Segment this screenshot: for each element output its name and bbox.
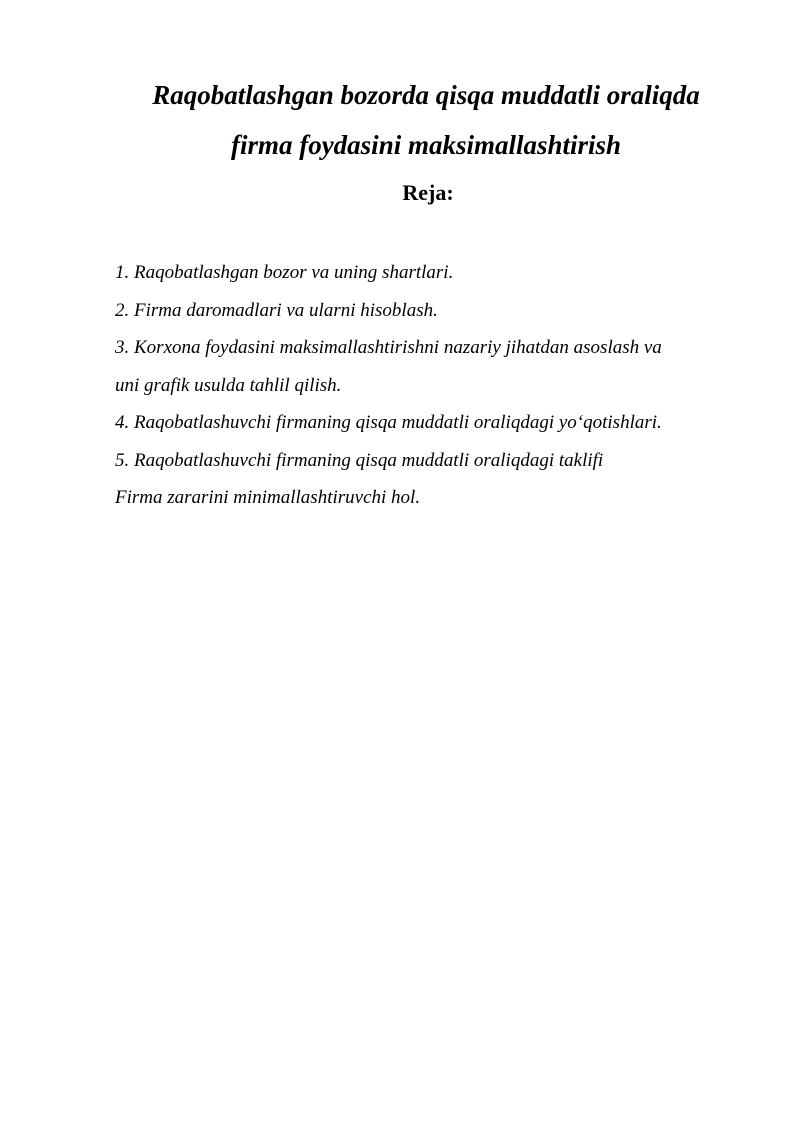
document-title-line-1: Raqobatlashgan bozorda qisqa muddatli oraliqda xyxy=(152,80,700,110)
plan-item xyxy=(115,404,755,442)
plan-item-text: Korxona foydasini maksimallashtirishni nazariy jihatdan asoslash va xyxy=(134,337,662,358)
plan-item-text: Raqobatlashuvchi firmaning qisqa muddatli oraliqdagi yo‘qotishlari. xyxy=(134,412,662,433)
plan-item xyxy=(115,442,755,480)
plan-item-text: Raqobatlashgan bozor va uning shartlari. xyxy=(134,262,454,283)
plan-item-number: 3. xyxy=(115,337,130,358)
plan-item xyxy=(115,329,755,367)
plan-item-continuation xyxy=(115,367,755,405)
plan-list xyxy=(115,254,755,517)
plan-item-number: 5. xyxy=(115,449,130,471)
plan-item-text: Firma zararini minimallashtiruvchi hol. xyxy=(115,487,421,508)
plan-item-text: Raqobatlashuvchi firmaning qisqa muddatli oraliqdagi taklifi xyxy=(134,449,604,471)
plan-item-text: uni grafik usulda tahlil qilish. xyxy=(115,374,342,396)
plan-heading: Reja: xyxy=(402,180,454,205)
plan-item xyxy=(115,254,755,292)
plan-item-number: 2. xyxy=(115,299,130,321)
plan-item xyxy=(115,292,755,330)
plan-item-text: Firma daromadlari va ularni hisoblash. xyxy=(134,299,438,321)
plan-item-continuation xyxy=(115,479,755,517)
plan-item-number: 4. xyxy=(115,412,130,433)
plan-item-number: 1. xyxy=(115,262,130,283)
document-title-line-2: firma foydasini maksimallashtirish xyxy=(230,130,622,160)
